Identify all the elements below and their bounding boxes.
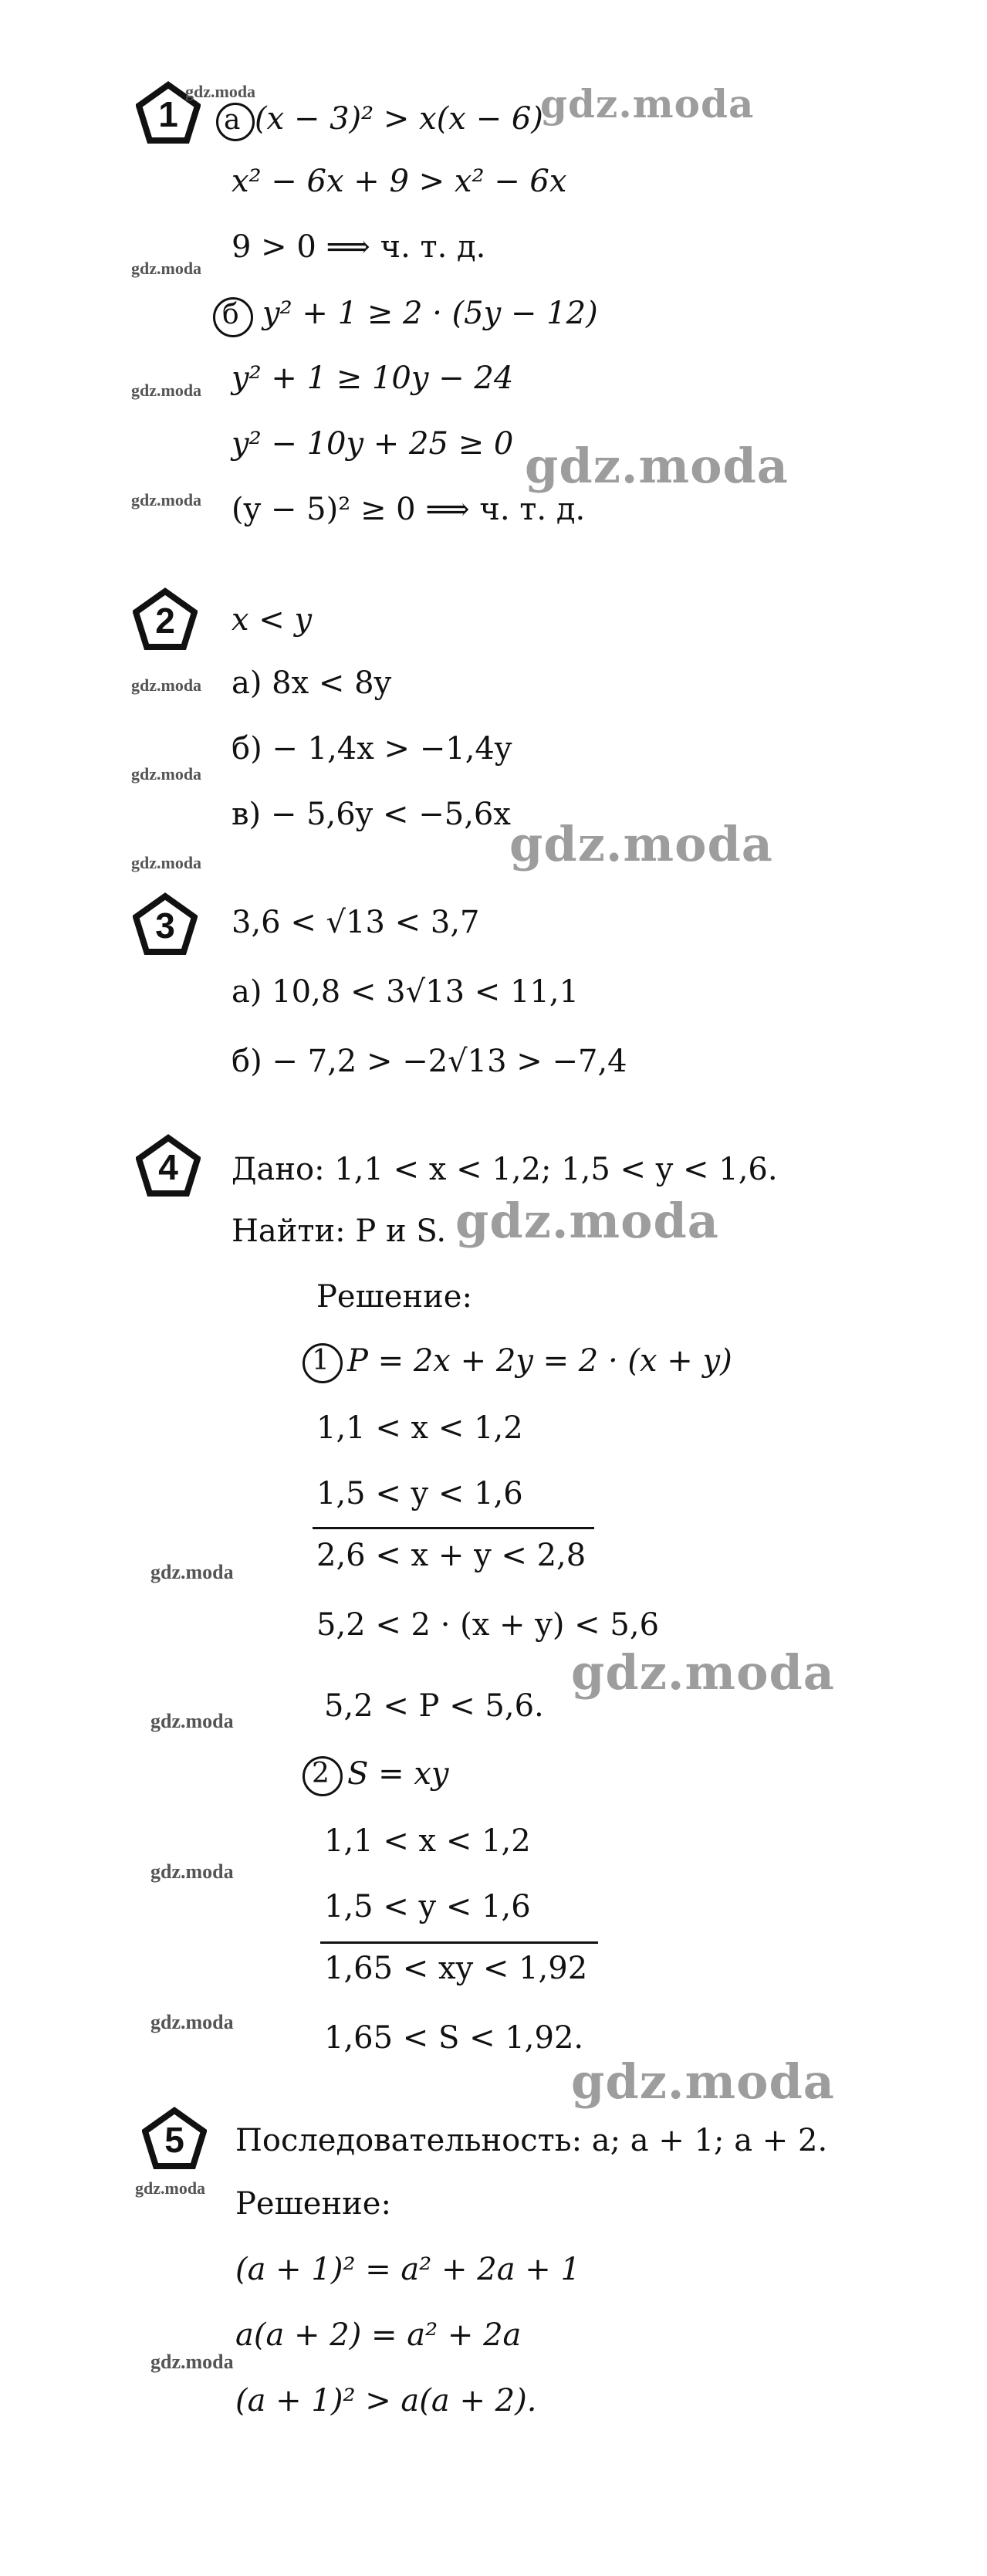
task2-c: в) − 5,6y < −5,6x <box>232 797 511 832</box>
task5-sequence: Последовательность: a; a + 1; a + 2. <box>235 2123 828 2158</box>
watermark: gdz.moda <box>185 82 256 101</box>
task4-find: Найти: P и S. <box>232 1214 447 1249</box>
task2-a: а) 8x < 8y <box>232 665 392 701</box>
task2-given: x < y <box>232 602 313 638</box>
watermark: gdz.moda <box>131 853 202 872</box>
circled-label-a-text: а <box>224 104 241 136</box>
task5-line1: (a + 1)² = a² + 2a + 1 <box>235 2252 580 2287</box>
watermark: gdz.moda <box>131 490 202 509</box>
task4-p-sum: 2,6 < x + y < 2,8 <box>316 1538 586 1573</box>
task-number: 2 <box>155 601 175 641</box>
task3-a: а) 10,8 < 3√13 < 11,1 <box>232 974 580 1010</box>
task1-b-expr: y² + 1 ≥ 2 · (5y − 12) <box>262 296 598 331</box>
task-number: 3 <box>155 905 175 946</box>
task4-p-line1: 1,1 < x < 1,2 <box>316 1410 523 1446</box>
task4-p-line4: 5,2 < 2 · (x + y) < 5,6 <box>316 1607 660 1643</box>
watermark: gdz.moda <box>150 1561 234 1583</box>
task4-s-line1: 1,1 < x < 1,2 <box>324 1823 531 1859</box>
task2-b: б) − 1,4x > −1,4y <box>232 731 512 767</box>
task4-p-line2: 1,5 < y < 1,6 <box>316 1476 523 1511</box>
watermark: gdz.moda <box>150 2011 234 2033</box>
task3-b: б) − 7,2 > −2√13 > −7,4 <box>232 1044 627 1079</box>
task1-b-line2: y² + 1 ≥ 10y − 24 <box>232 361 514 396</box>
watermark: gdz.moda <box>150 2351 234 2373</box>
task-4-badge <box>136 1133 201 1198</box>
task-number: 5 <box>164 2120 184 2160</box>
watermark: gdz.moda <box>131 675 202 695</box>
task1-b-line4: (y − 5)² ≥ 0 ⟹ ч. т. д. <box>232 492 586 527</box>
task4-solution-heading: Решение: <box>316 1279 472 1315</box>
task-2-badge <box>133 587 198 652</box>
circled-label-b-text: б <box>222 299 239 330</box>
task5-line3: (a + 1)² > a(a + 2). <box>235 2383 537 2419</box>
task3-given: 3,6 < √13 < 3,7 <box>232 905 480 940</box>
watermark: gdz.moda <box>571 1644 835 1701</box>
watermark: gdz.moda <box>135 2178 206 2198</box>
task1-b-line3: y² − 10y + 25 ≥ 0 <box>232 426 514 462</box>
watermark: gdz.moda <box>509 816 773 872</box>
product-rule <box>320 1941 598 1944</box>
watermark: gdz.moda <box>131 764 202 784</box>
task4-s-formula: S = xy <box>347 1756 449 1792</box>
watermark: gdz.moda <box>540 81 755 127</box>
task-number: 4 <box>158 1147 178 1187</box>
task1-a-expr: (x − 3)² > x(x − 6) <box>255 101 543 137</box>
task4-p-formula: P = 2x + 2y = 2 · (x + y) <box>347 1343 732 1379</box>
task1-a-line2: x² − 6x + 9 > x² − 6x <box>232 164 567 199</box>
watermark: gdz.moda <box>131 259 202 278</box>
watermark: gdz.moda <box>525 438 789 494</box>
circled-label-2-text: 2 <box>312 1758 330 1789</box>
task4-given: Дано: 1,1 < x < 1,2; 1,5 < y < 1,6. <box>232 1152 778 1187</box>
watermark: gdz.moda <box>455 1193 719 1249</box>
sum-rule <box>313 1527 594 1529</box>
circled-label-1-text: 1 <box>312 1345 330 1376</box>
task4-p-result: 5,2 < P < 5,6. <box>324 1688 544 1724</box>
task5-line2: a(a + 2) = a² + 2a <box>235 2317 522 2353</box>
task-5-badge <box>142 2106 207 2171</box>
task4-s-result: 1,65 < S < 1,92. <box>324 2020 584 2056</box>
watermark: gdz.moda <box>131 381 202 400</box>
task5-solution-heading: Решение: <box>235 2186 391 2222</box>
watermark: gdz.moda <box>571 2053 835 2110</box>
watermark: gdz.moda <box>150 1710 234 1732</box>
task1-a-line3: 9 > 0 ⟹ ч. т. д. <box>232 229 486 265</box>
task4-s-prod: 1,65 < xy < 1,92 <box>324 1951 588 1986</box>
watermark: gdz.moda <box>150 1860 234 1883</box>
task-3-badge <box>133 892 198 956</box>
task-number: 1 <box>158 94 178 134</box>
task4-s-line2: 1,5 < y < 1,6 <box>324 1889 531 1924</box>
